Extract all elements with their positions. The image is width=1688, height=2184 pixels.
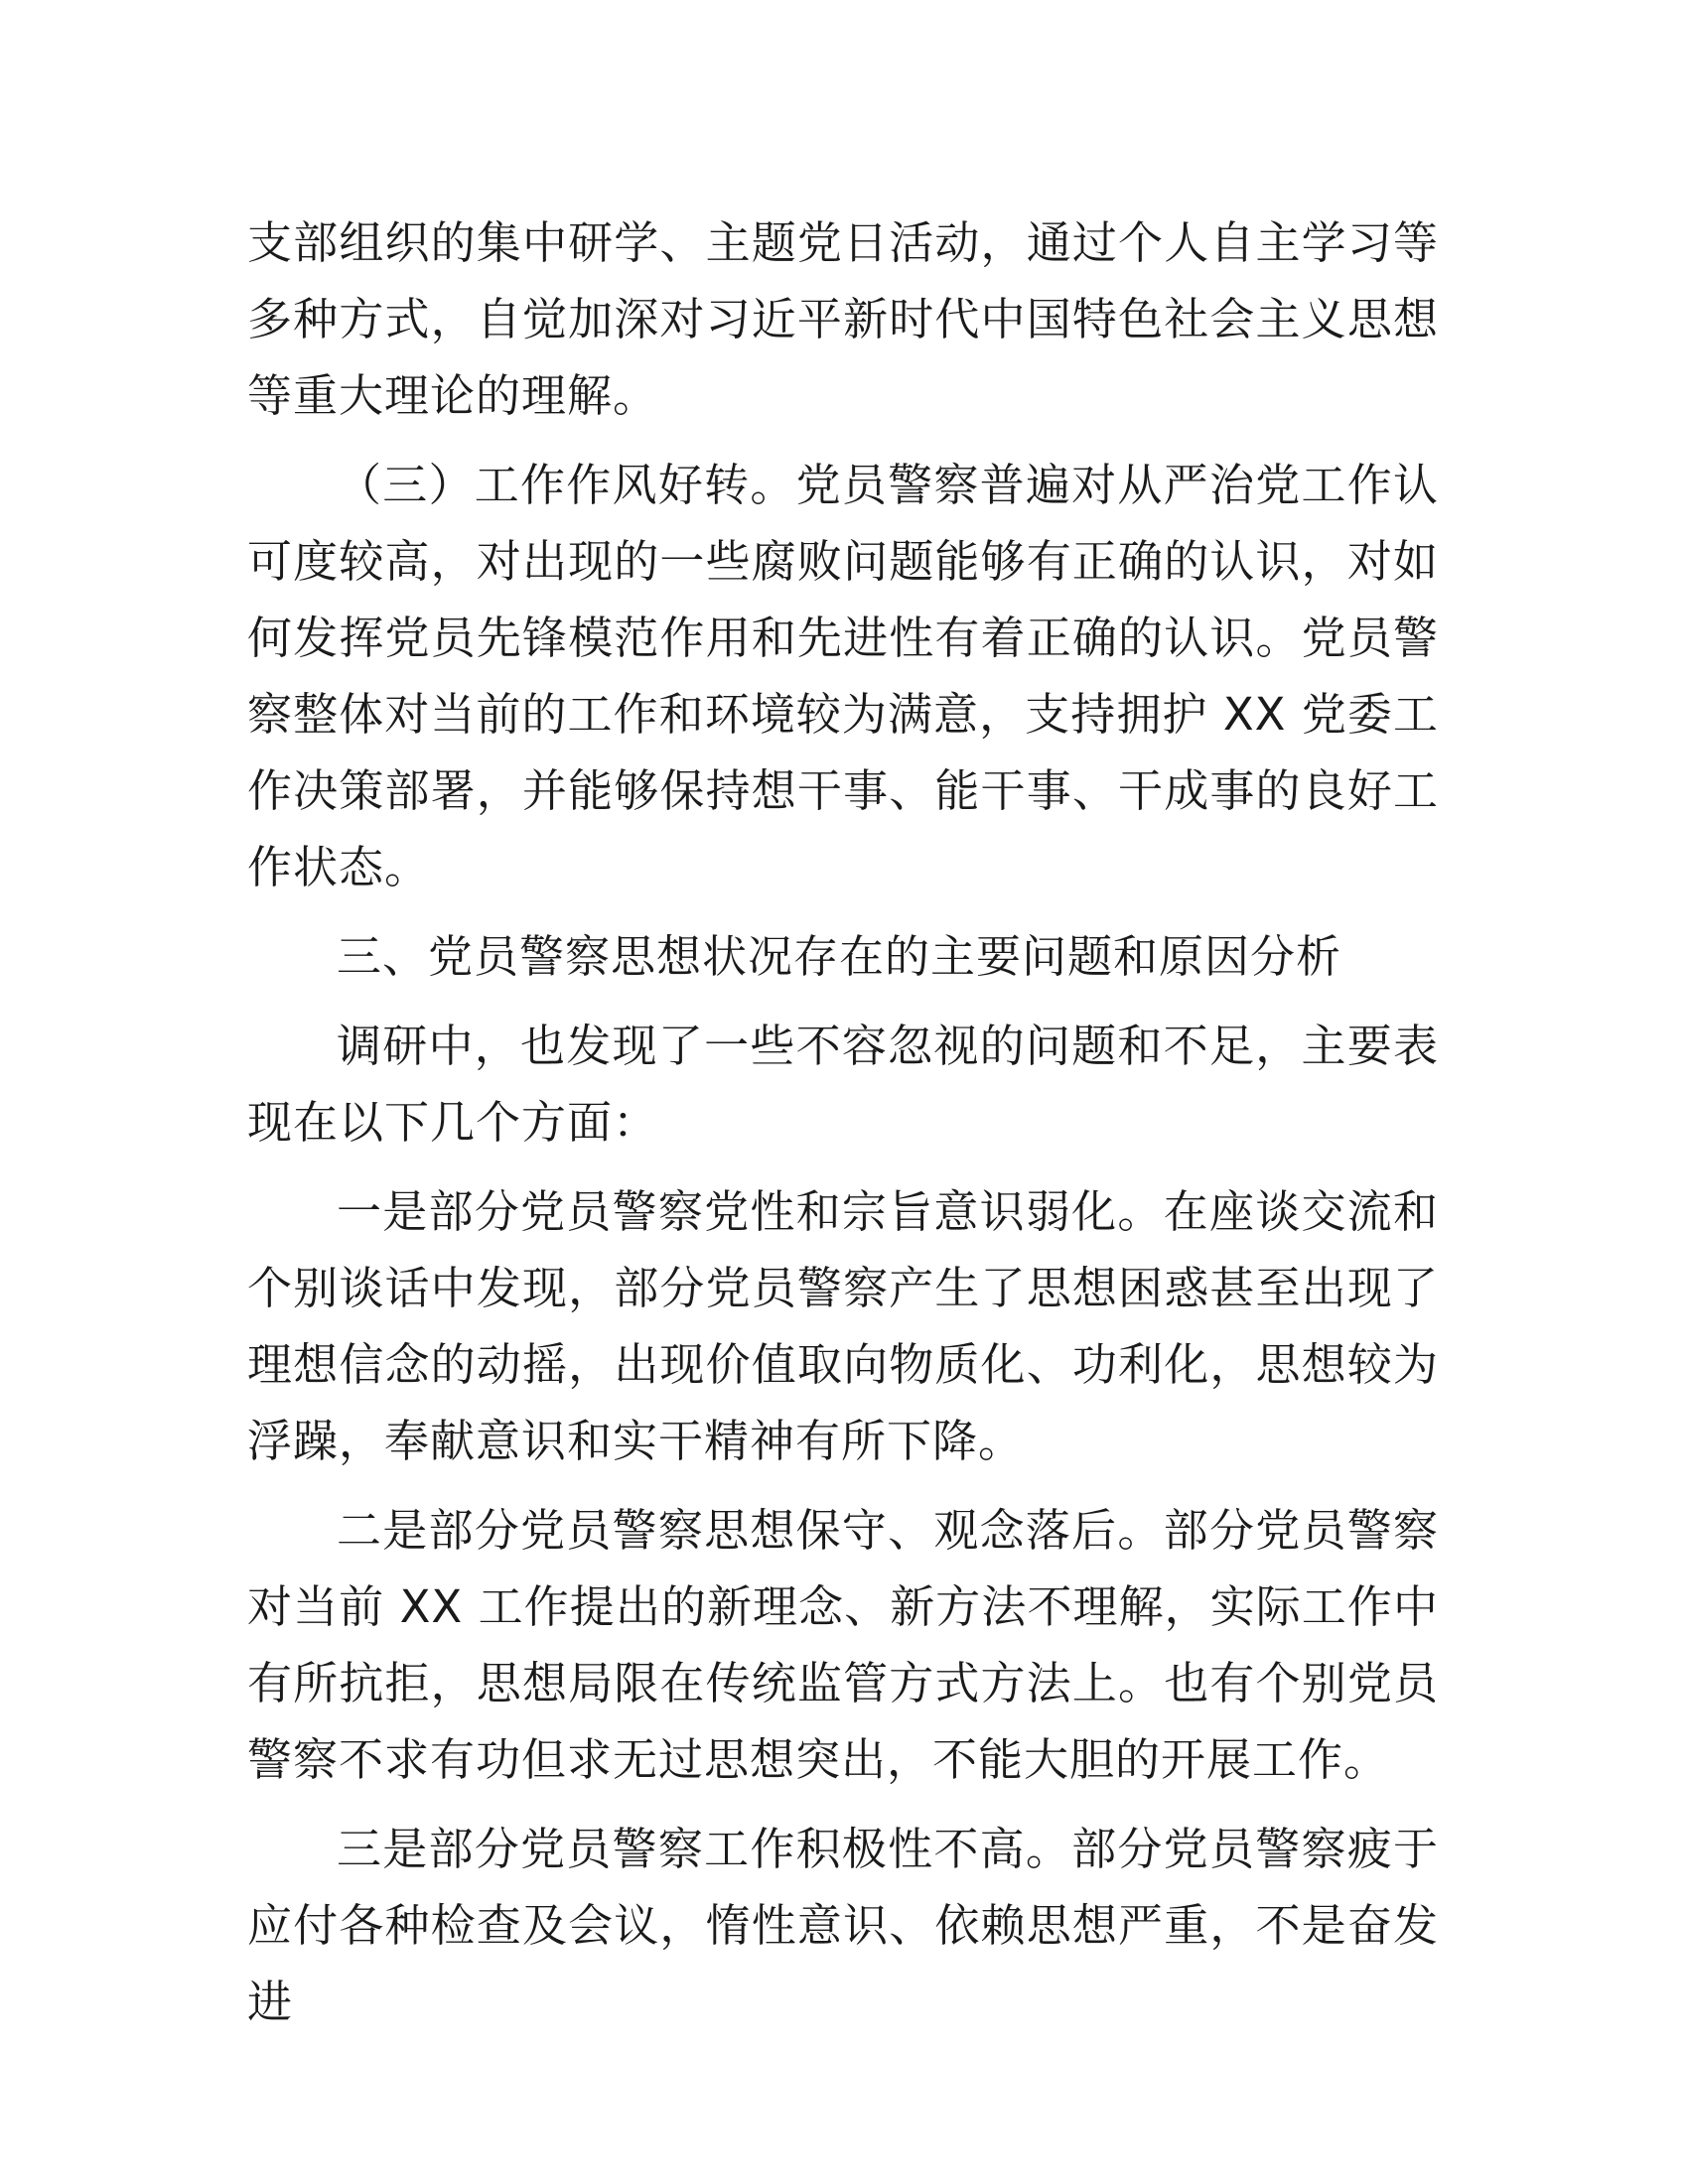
paragraph-continuation: 支部组织的集中研学、主题党日活动，通过个人自主学习等多种方式，自觉加深对习近平新时代中国特色社会主义思想等重大理论的理解。 <box>247 216 1439 422</box>
paragraph-problem-two: 二是部分党员警察思想保守、观念落后。部分党员警察对当前 XX 工作提出的新理念、新方法不理解，实际工作中有所抗拒，思想局限在传统监管方式方法上。也有个别党员警察不求有功但求无过思想突出，不能大胆的开展工作。 <box>247 1504 1439 1786</box>
paragraph-intro-problems: 调研中，也发现了一些不容忽视的问题和不足，主要表现在以下几个方面： <box>247 1020 1439 1149</box>
paragraph-problem-one: 一是部分党员警察党性和宗旨意识弱化。在座谈交流和个别谈话中发现，部分党员警察产生了思想困惑甚至出现了理想信念的动摇，出现价值取向物质化、功利化，思想较为浮躁，奉献意识和实干精神有所下降。 <box>247 1185 1439 1467</box>
paragraph-problem-three: 三是部分党员警察工作积极性不高。部分党员警察疲于应付各种检查及会议，惰性意识、依赖思想严重，不是奋发进 <box>247 1823 1439 2028</box>
section-heading: 三、党员警察思想状况存在的主要问题和原因分析 <box>337 930 1342 983</box>
document-body <box>247 205 1439 2053</box>
paragraph-work-style: （三）工作作风好转。党员警察普遍对从严治党工作认可度较高，对出现的一些腐败问题能够有正确的认识，对如何发挥党员先锋模范作用和先进性有着正确的认识。党员警察整体对当前的工作和环境较为满意，支持拥护 XX 党委工作决策部署，并能够保持想干事、能干事、干成事的良好工作状态。 <box>247 459 1439 893</box>
